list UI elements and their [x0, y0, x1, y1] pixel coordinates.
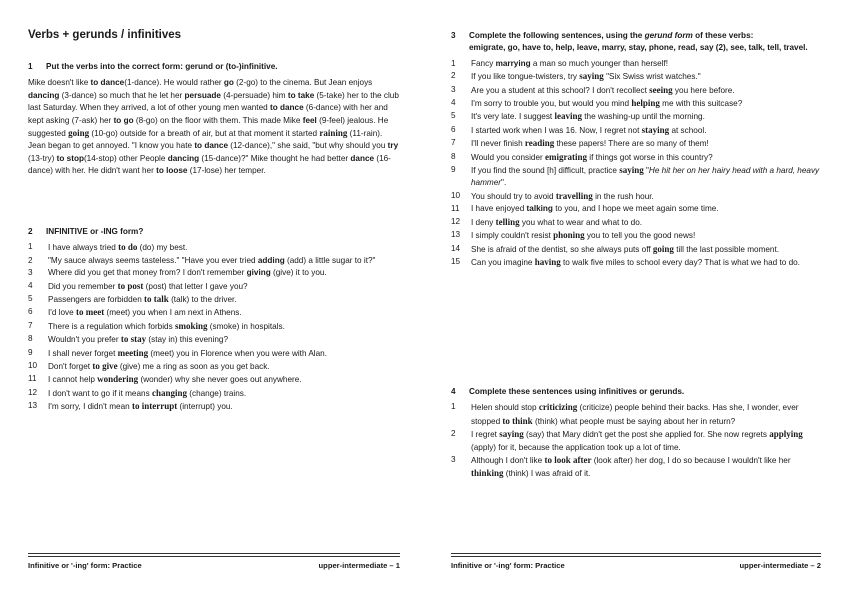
sentence-text: You should try to avoid: [471, 191, 556, 201]
sentence-text: I started work when I was 16. Now, I regret not: [471, 125, 642, 135]
item-number: 14: [451, 243, 461, 253]
answer-word: reading: [524, 138, 555, 149]
answer-word: saying: [579, 71, 604, 82]
footer-rule: [451, 556, 821, 557]
sentence-text: Helen should stop: [471, 403, 539, 413]
sentence-text: If you find the sound [h] difficult, practice: [471, 166, 620, 176]
exercise-4-list: [451, 401, 821, 480]
item-number: 11: [28, 374, 37, 384]
sentence-text: (11-rain). Jean began to get annoyed. "I know you hate: [28, 129, 383, 151]
exercise-2: [28, 226, 400, 414]
sentence-text: (say) that Mary didn't get the post she applied for. She now regrets: [523, 430, 770, 440]
answer-word: travelling: [555, 190, 593, 201]
answer-word: talking: [526, 204, 553, 214]
sentence-text: you here before.: [672, 85, 735, 95]
item-sentence: [48, 387, 400, 400]
item-sentence: [471, 97, 821, 110]
exercise-item: [451, 151, 821, 164]
exercise-1: [28, 61, 400, 178]
item-number: 6: [28, 307, 33, 317]
item-sentence: [48, 293, 400, 306]
sentence-text: I'm sorry to trouble you, but would you mind: [471, 99, 632, 109]
item-sentence: [471, 428, 821, 454]
exercise-2-list: [28, 241, 400, 413]
exercise-item: [451, 70, 821, 83]
answer-word: to dance: [269, 103, 304, 113]
footer-page-number: upper-intermediate – 1: [318, 561, 400, 570]
sentence-text: (interrupt) you.: [177, 402, 233, 412]
exercise-4: [451, 386, 821, 481]
exercise-item: [451, 203, 821, 215]
exercise-item: [28, 373, 400, 386]
sentence-text: I'd love: [48, 308, 76, 318]
answer-word: go: [223, 78, 234, 88]
answer-word: applying: [769, 429, 803, 440]
answer-word: to dance: [90, 78, 125, 88]
sentence-text: (13-try): [28, 153, 57, 163]
item-number: 12: [451, 216, 461, 226]
item-number: 5: [28, 294, 33, 304]
answer-word: dance: [350, 153, 375, 163]
sentence-text: (look after) her dog, I do so because I wouldn't like her: [591, 456, 791, 466]
answer-word: smoking: [174, 320, 208, 331]
sentence-text: I'll never finish: [471, 139, 525, 149]
sentence-text: you what to wear and what to do.: [519, 217, 643, 227]
answer-word: giving: [246, 268, 271, 278]
exercise-item: [28, 400, 400, 413]
exercise-item: [451, 84, 821, 97]
exercise-instruction: Complete these sentences using infinitives or gerunds.: [469, 387, 685, 396]
answer-word: going: [68, 128, 90, 139]
sentence-text: I have always tried: [48, 243, 119, 253]
exercise-item: [451, 164, 821, 190]
item-number: 10: [28, 361, 38, 371]
sentence-text: of these verbs:: [692, 31, 754, 40]
answer-word: having: [534, 256, 561, 267]
sentence-text: I shall never forget: [48, 348, 118, 358]
sentence-text: (talk) to the driver.: [168, 295, 237, 305]
exercise-item: [28, 387, 400, 400]
sentence-text: the washing-up until the morning.: [582, 112, 705, 122]
exercise-number: 1: [28, 62, 33, 71]
sentence-text: (6-dance) with her and kept asking (7-ask) her: [28, 103, 388, 125]
item-sentence: [48, 255, 400, 267]
item-number: 12: [28, 387, 38, 397]
item-sentence: [471, 137, 821, 150]
page-title: Verbs + gerunds / infinitives: [28, 29, 182, 41]
exercise-item: [28, 360, 400, 373]
item-number: 15: [451, 256, 461, 266]
sentence-text: I regret: [471, 430, 500, 440]
footer-page-number: upper-intermediate – 2: [739, 561, 821, 570]
item-number: 13: [451, 230, 461, 240]
item-number: 1: [28, 242, 33, 252]
item-number: 4: [28, 280, 33, 290]
exercise-item: [451, 97, 821, 110]
item-sentence: [471, 58, 821, 70]
sentence-text: (criticize) people behind their backs. Has she, I wonder, ever stopped: [471, 403, 799, 426]
item-number: 3: [451, 84, 456, 94]
exercise-item: [28, 333, 400, 346]
sentence-text: to you, and I hope we meet again some time.: [552, 204, 719, 214]
answer-word: to go: [113, 115, 134, 125]
sentence-text: I don't want to go if it means: [48, 388, 152, 398]
answer-word: to meet: [75, 307, 105, 318]
item-sentence: [48, 347, 400, 360]
exercise-number: 3: [451, 31, 456, 40]
sentence-text: Mike doesn't like: [28, 78, 91, 88]
exercise-item: [28, 293, 400, 306]
exercise-item: [451, 454, 821, 481]
sentence-text: If you like tongue-twisters, try: [471, 72, 580, 82]
answer-word: dancing: [28, 90, 60, 100]
sentence-text: Don't forget: [48, 362, 93, 372]
sentence-text: (8-go) on the floor with them. This made Mike: [133, 115, 303, 125]
sentence-text: (1-dance). He would rather: [124, 78, 224, 88]
answer-word: to stay: [120, 334, 147, 345]
sentence-text: (think) what people must be saying about her in return?: [532, 416, 736, 426]
exercise-item: [451, 110, 821, 123]
answer-word: to post: [117, 280, 144, 291]
sentence-text: (12-dance)," she said, "but why should you: [228, 141, 388, 151]
answer-word: helping: [631, 98, 660, 109]
exercise-3-heading: [451, 30, 821, 42]
sentence-text: (stay in) this evening?: [146, 335, 229, 345]
sentence-text: (meet) you in Florence when you were with Alan.: [148, 348, 327, 358]
exercise-item: [28, 306, 400, 319]
exercise-item: [451, 216, 821, 229]
item-number: 3: [451, 455, 456, 465]
item-number: 1: [451, 58, 456, 68]
sentence-text: (post) that letter I gave you?: [143, 281, 248, 291]
item-sentence: [48, 241, 400, 254]
sentence-text: (do) my best.: [137, 243, 188, 253]
exercise-3-list: [451, 58, 821, 270]
sentence-text: Wouldn't you prefer: [48, 335, 121, 345]
sentence-text: if things got worse in this country?: [587, 152, 713, 162]
exercise-1-paragraph: [28, 77, 400, 177]
sentence-text: in the rush hour.: [592, 191, 654, 201]
item-sentence: [471, 70, 821, 83]
item-number: 5: [451, 111, 456, 121]
item-sentence: [48, 400, 400, 413]
answer-word: to talk: [144, 294, 169, 305]
answer-word: dancing: [167, 153, 200, 163]
exercise-item: [28, 267, 400, 279]
exercise-item: [28, 255, 400, 267]
footer-rule: [28, 556, 400, 557]
item-sentence: [471, 84, 821, 97]
item-sentence: [471, 229, 821, 242]
item-sentence: [471, 124, 821, 137]
item-sentence: [48, 280, 400, 293]
exercise-item: [451, 137, 821, 150]
sentence-text: I deny: [471, 217, 496, 227]
answer-word: persuade: [184, 90, 221, 100]
item-number: 11: [451, 204, 460, 214]
item-number: 13: [28, 401, 38, 411]
sentence-text: I cannot help: [48, 375, 98, 385]
exercise-item: [28, 347, 400, 360]
sentence-text: Although I don't like: [471, 456, 545, 466]
exercise-instruction: Put the verbs into the correct form: gerund or (to-)infinitive.: [46, 62, 278, 71]
page-2: [451, 0, 821, 599]
sentence-text: I simply couldn't resist: [471, 231, 554, 241]
sentence-text: to walk five miles to school every day? That is what we had to do.: [560, 257, 800, 267]
sentence-text: (give) me a ring as soon as you get back.: [117, 362, 270, 372]
item-sentence: [48, 306, 400, 319]
exercise-item: [451, 124, 821, 137]
answer-word: telling: [495, 216, 520, 227]
sentence-text: Did you remember: [48, 281, 118, 291]
sentence-text: ": [643, 166, 649, 176]
sentence-text: (think) I was afraid of it.: [503, 469, 591, 479]
sentence-text: (change) trains.: [186, 388, 247, 398]
answer-word: saying: [499, 429, 524, 440]
answer-word: marrying: [495, 58, 531, 68]
exercise-item: [451, 243, 821, 256]
item-number: 8: [28, 334, 33, 344]
item-number: 9: [28, 347, 33, 357]
sentence-text: ".: [501, 178, 507, 188]
answer-word: seeing: [649, 84, 673, 95]
footer-course: Infinitive or '-ing' form: Practice: [28, 561, 142, 570]
item-sentence: [471, 164, 821, 190]
answer-word: feel: [302, 115, 317, 125]
item-number: 1: [451, 402, 456, 412]
item-sentence: [48, 320, 400, 333]
item-sentence: [471, 454, 821, 481]
sentence-text: (17-lose) her temper.: [187, 166, 266, 176]
answer-word: changing: [151, 387, 187, 398]
sentence-text: (4-persuade) him: [220, 90, 288, 100]
item-sentence: [471, 151, 821, 164]
sentence-text: Passengers are forbidden: [48, 295, 145, 305]
item-sentence: [471, 256, 821, 269]
sentence-text: She is afraid of the dentist, so she always puts off: [471, 244, 653, 254]
page-footer: [28, 553, 400, 570]
answer-word: criticizing: [538, 402, 578, 413]
item-number: 4: [451, 98, 456, 108]
sentence-text: at school.: [669, 125, 707, 135]
item-sentence: [471, 203, 821, 215]
sentence-text: (9-feel) jealous. He suggested: [28, 115, 389, 139]
exercise-3: [451, 30, 821, 269]
answer-word: to look after: [544, 455, 592, 466]
answer-word: emigrating: [545, 151, 588, 162]
sentence-text: (3-dance) so much that he let her: [59, 90, 185, 100]
exercise-4-heading: [451, 386, 821, 398]
answer-word: raining: [319, 128, 348, 139]
item-sentence: [471, 243, 821, 256]
answer-word: to think: [502, 415, 533, 426]
sentence-text: (smoke) in hospitals.: [207, 321, 285, 331]
exercise-item: [451, 58, 821, 70]
exercise-number: 4: [451, 387, 456, 396]
exercise-2-heading: [28, 226, 400, 238]
item-sentence: [48, 373, 400, 386]
item-number: 3: [28, 268, 33, 278]
answer-word: to dance: [194, 141, 228, 151]
answer-word: to give: [92, 361, 118, 372]
emphasis-text: gerund form: [644, 31, 693, 40]
sentence-text: (wonder) why she never goes out anywhere.: [138, 375, 302, 385]
exercise-item: [28, 320, 400, 333]
answer-word: saying: [619, 165, 644, 176]
sentence-text: (10-go) outside for a breath of air, but at that moment it started: [89, 129, 320, 139]
sentence-text: you to tell you the good news!: [584, 231, 696, 241]
sentence-text: (14-stop) other People: [83, 153, 168, 163]
sentence-text: There is a regulation which forbids: [48, 321, 175, 331]
exercise-item: [28, 241, 400, 254]
answer-word: phoning: [553, 230, 585, 241]
sentence-text: these papers! There are so many of them!: [554, 139, 709, 149]
page-1: [28, 0, 400, 599]
item-number: 2: [451, 429, 456, 439]
sentence-text: (apply) for it, because the application took up a lot of time.: [471, 442, 681, 452]
answer-word: to interrupt: [131, 401, 178, 412]
exercise-item: [28, 280, 400, 293]
answer-word: to do: [118, 242, 138, 253]
exercise-item: [451, 190, 821, 203]
sentence-text: (2-go) to the cinema. But Jean enjoys: [233, 78, 373, 88]
sentence-text: a man so much younger than herself!: [530, 58, 669, 68]
sentence-text: me with this suitcase?: [659, 99, 743, 109]
item-sentence: [48, 360, 400, 373]
sentence-text: Fancy: [471, 58, 496, 68]
answer-word: adding: [257, 255, 285, 265]
item-number: 7: [451, 138, 456, 148]
sentence-text: till the last possible moment.: [673, 244, 780, 254]
sentence-text: (meet) you when I am next in Athens.: [104, 308, 242, 318]
verb-bank: emigrate, go, have to, help, leave, marry, stay, phone, read, say (2), see, talk, tell, travel.: [469, 43, 808, 53]
answer-word: to take: [287, 90, 315, 100]
item-number: 2: [451, 71, 456, 81]
exercise-item: [451, 428, 821, 454]
sentence-text: (5-take) her to the club last Saturday. When they arrived, a lot of other young men wanted: [28, 90, 399, 113]
item-sentence: [48, 267, 400, 279]
sentence-text: Can you imagine: [471, 257, 535, 267]
exercise-item: [451, 229, 821, 242]
footer-course: Infinitive or '-ing' form: Practice: [451, 561, 565, 570]
item-number: 7: [28, 320, 33, 330]
answer-word: wondering: [97, 374, 139, 385]
sentence-text: (add) a little sugar to it?": [284, 255, 376, 265]
exercise-1-heading: [28, 61, 400, 73]
item-sentence: [471, 190, 821, 203]
exercise-instruction: INFINITIVE or -ING form?: [46, 227, 144, 236]
footer-rule: [451, 553, 821, 554]
sentence-text: I'm sorry, I didn't mean: [48, 402, 132, 412]
sentence-text: (give) it to you.: [270, 268, 327, 278]
item-sentence: [471, 216, 821, 229]
answer-word: meeting: [117, 347, 149, 358]
answer-word: try: [387, 141, 399, 151]
sentence-text: I have enjoyed: [471, 204, 527, 214]
answer-word: staying: [641, 124, 670, 135]
sentence-text: It's very late. I suggest: [471, 112, 555, 122]
item-sentence: [471, 401, 821, 428]
sentence-text: (15-dance)?" Mike thought he had better: [199, 153, 351, 163]
answer-word: going: [652, 243, 674, 254]
exercise-instruction: [469, 30, 753, 42]
item-sentence: [471, 110, 821, 123]
item-number: 2: [28, 255, 33, 265]
sentence-text: (16-dance) with her. He didn't want her: [28, 153, 391, 176]
answer-word: to stop: [56, 153, 84, 163]
emphasis-text: He hit her on her hairy head with a hard, heavy hammer: [471, 166, 820, 188]
exercise-item: [451, 256, 821, 269]
item-number: 9: [451, 165, 456, 175]
footer-rule: [28, 553, 400, 554]
page-footer: [451, 553, 821, 570]
sentence-text: Would you consider: [471, 152, 546, 162]
sentence-text: Where did you get that money from? I don't remember: [48, 268, 247, 278]
item-sentence: [48, 333, 400, 346]
answer-word: leaving: [554, 111, 582, 122]
exercise-item: [451, 401, 821, 428]
item-number: 6: [451, 124, 456, 134]
answer-word: to loose: [156, 166, 188, 176]
sentence-text: "My sauce always seems tasteless." "Have you ever tried: [48, 255, 258, 265]
item-number: 10: [451, 190, 461, 200]
exercise-number: 2: [28, 227, 33, 236]
item-number: 8: [451, 151, 456, 161]
sentence-text: "Six Swiss wrist watches.": [603, 72, 701, 82]
answer-word: thinking: [471, 468, 504, 479]
sentence-text: Are you a student at this school? I don't recollect: [471, 85, 650, 95]
sentence-text: Complete the following sentences, using the: [469, 31, 645, 40]
